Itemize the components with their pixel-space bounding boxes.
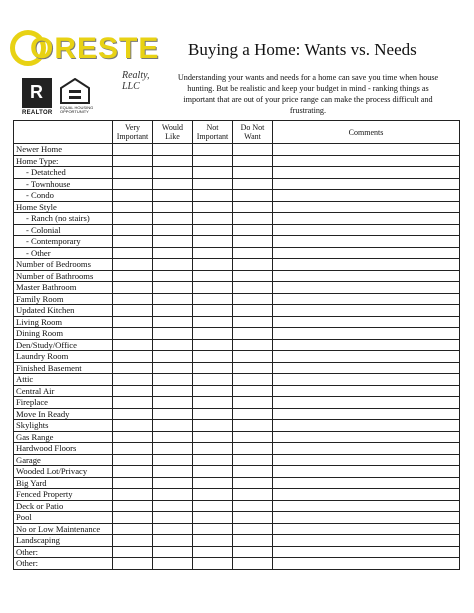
table-row (14, 305, 460, 317)
cell-comments[interactable] (273, 178, 460, 190)
row-label: Home Type: (14, 155, 113, 167)
cell-not-important[interactable] (193, 270, 233, 282)
table-row (14, 535, 460, 547)
cell-comments[interactable] (273, 362, 460, 374)
table-row (14, 477, 460, 489)
cell-comments[interactable] (273, 167, 460, 179)
cell-not-important[interactable] (193, 236, 233, 248)
cell-very-important[interactable] (113, 155, 153, 167)
table-row (14, 144, 460, 156)
table-row (14, 443, 460, 455)
cell-very-important[interactable] (113, 362, 153, 374)
cell-very-important[interactable] (113, 178, 153, 190)
cell-not-important[interactable] (193, 489, 233, 501)
cell-do-not-want[interactable] (233, 558, 273, 570)
cell-not-important[interactable] (193, 213, 233, 225)
cell-not-important[interactable] (193, 523, 233, 535)
row-label: Other: (14, 546, 113, 558)
cell-do-not-want[interactable] (233, 351, 273, 363)
table-row (14, 420, 460, 432)
table-row (14, 546, 460, 558)
cell-not-important[interactable] (193, 328, 233, 340)
table-row (14, 466, 460, 478)
cell-very-important[interactable] (113, 247, 153, 259)
header-row (14, 121, 460, 144)
cell-would-like[interactable] (153, 201, 193, 213)
table-body (14, 144, 460, 570)
cell-not-important[interactable] (193, 546, 233, 558)
cell-would-like[interactable] (153, 178, 193, 190)
row-label: Landscaping (14, 535, 113, 547)
cell-would-like[interactable] (153, 190, 193, 202)
cell-would-like[interactable] (153, 316, 193, 328)
cell-very-important[interactable] (113, 259, 153, 271)
cell-would-like[interactable] (153, 558, 193, 570)
cell-very-important[interactable] (113, 431, 153, 443)
cell-not-important[interactable] (193, 535, 233, 547)
cell-do-not-want[interactable] (233, 523, 273, 535)
row-label: Fireplace (14, 397, 113, 409)
row-label: Finished Basement (14, 362, 113, 374)
cell-comments[interactable] (273, 316, 460, 328)
table-row (14, 316, 460, 328)
cell-do-not-want[interactable] (233, 374, 273, 386)
cell-comments[interactable] (273, 408, 460, 420)
cell-comments[interactable] (273, 351, 460, 363)
cell-very-important[interactable] (113, 374, 153, 386)
cell-comments[interactable] (273, 155, 460, 167)
cell-very-important[interactable] (113, 500, 153, 512)
cell-would-like[interactable] (153, 247, 193, 259)
table-row (14, 178, 460, 190)
table-row (14, 224, 460, 236)
cell-very-important[interactable] (113, 236, 153, 248)
cell-comments[interactable] (273, 397, 460, 409)
row-label: Hardwood Floors (14, 443, 113, 455)
cell-comments[interactable] (273, 224, 460, 236)
cell-very-important[interactable] (113, 535, 153, 547)
table-row (14, 558, 460, 570)
row-label: Attic (14, 374, 113, 386)
cell-comments[interactable] (273, 466, 460, 478)
cell-very-important[interactable] (113, 316, 153, 328)
cell-very-important[interactable] (113, 385, 153, 397)
cell-not-important[interactable] (193, 316, 233, 328)
cell-not-important[interactable] (193, 454, 233, 466)
table-row (14, 385, 460, 397)
cell-very-important[interactable] (113, 454, 153, 466)
cell-not-important[interactable] (193, 155, 233, 167)
cell-comments[interactable] (273, 259, 460, 271)
cell-not-important[interactable] (193, 362, 233, 374)
cell-comments[interactable] (273, 489, 460, 501)
header-do-not-want: Do Not Want (233, 121, 273, 144)
table-row (14, 408, 460, 420)
cell-would-like[interactable] (153, 489, 193, 501)
table-row (14, 339, 460, 351)
cell-comments[interactable] (273, 477, 460, 489)
cell-not-important[interactable] (193, 167, 233, 179)
cell-very-important[interactable] (113, 420, 153, 432)
cell-do-not-want[interactable] (233, 546, 273, 558)
cell-comments[interactable] (273, 213, 460, 225)
row-label: Move In Ready (14, 408, 113, 420)
cell-do-not-want[interactable] (233, 247, 273, 259)
cell-do-not-want[interactable] (233, 477, 273, 489)
cell-do-not-want[interactable] (233, 489, 273, 501)
table-row (14, 270, 460, 282)
cell-very-important[interactable] (113, 546, 153, 558)
cell-would-like[interactable] (153, 408, 193, 420)
cell-would-like[interactable] (153, 546, 193, 558)
row-label: Wooded Lot/Privacy (14, 466, 113, 478)
cell-do-not-want[interactable] (233, 512, 273, 524)
equal-housing-icon (60, 78, 90, 104)
cell-do-not-want[interactable] (233, 155, 273, 167)
wants-needs-table (13, 120, 460, 570)
cell-comments[interactable] (273, 339, 460, 351)
cell-comments[interactable] (273, 523, 460, 535)
cell-not-important[interactable] (193, 178, 233, 190)
cell-do-not-want[interactable] (233, 213, 273, 225)
cell-do-not-want[interactable] (233, 167, 273, 179)
cell-very-important[interactable] (113, 443, 153, 455)
header-comments: Comments (273, 121, 460, 144)
table-row (14, 489, 460, 501)
cell-would-like[interactable] (153, 224, 193, 236)
table-row (14, 259, 460, 271)
cell-do-not-want[interactable] (233, 259, 273, 271)
cell-not-important[interactable] (193, 339, 233, 351)
equal-housing-badge (60, 78, 100, 114)
cell-do-not-want[interactable] (233, 385, 273, 397)
cell-do-not-want[interactable] (233, 431, 273, 443)
cell-do-not-want[interactable] (233, 178, 273, 190)
row-label: - Detatched (14, 167, 113, 179)
cell-not-important[interactable] (193, 512, 233, 524)
cell-very-important[interactable] (113, 328, 153, 340)
cell-very-important[interactable] (113, 144, 153, 156)
row-label: Gas Range (14, 431, 113, 443)
cell-do-not-want[interactable] (233, 305, 273, 317)
cell-very-important[interactable] (113, 167, 153, 179)
cell-comments[interactable] (273, 236, 460, 248)
cell-would-like[interactable] (153, 523, 193, 535)
equal-housing-label: EQUAL HOUSING OPPORTUNITY (60, 105, 94, 114)
cell-do-not-want[interactable] (233, 190, 273, 202)
cell-comments[interactable] (273, 190, 460, 202)
header-not-important: Not Important (193, 121, 233, 144)
cell-do-not-want[interactable] (233, 293, 273, 305)
cell-not-important[interactable] (193, 224, 233, 236)
logo-subtitle: Realty, LLC (122, 70, 150, 92)
cell-would-like[interactable] (153, 282, 193, 294)
cell-not-important[interactable] (193, 374, 233, 386)
cell-very-important[interactable] (113, 466, 153, 478)
cell-would-like[interactable] (153, 466, 193, 478)
row-label: - Townhouse (14, 178, 113, 190)
cell-do-not-want[interactable] (233, 328, 273, 340)
cell-comments[interactable] (273, 385, 460, 397)
cell-not-important[interactable] (193, 190, 233, 202)
table-row (14, 523, 460, 535)
cell-would-like[interactable] (153, 305, 193, 317)
cell-not-important[interactable] (193, 282, 233, 294)
cell-would-like[interactable] (153, 236, 193, 248)
cell-very-important[interactable] (113, 213, 153, 225)
table-row (14, 362, 460, 374)
cell-do-not-want[interactable] (233, 362, 273, 374)
cell-would-like[interactable] (153, 339, 193, 351)
cell-very-important[interactable] (113, 512, 153, 524)
cell-very-important[interactable] (113, 305, 153, 317)
table-row (14, 328, 460, 340)
row-label: Skylights (14, 420, 113, 432)
row-label: Central Air (14, 385, 113, 397)
cell-comments[interactable] (273, 500, 460, 512)
cell-comments[interactable] (273, 512, 460, 524)
cell-would-like[interactable] (153, 500, 193, 512)
header-item (14, 121, 113, 144)
row-label: Family Room (14, 293, 113, 305)
row-label: Master Bathroom (14, 282, 113, 294)
cell-would-like[interactable] (153, 385, 193, 397)
table-row (14, 282, 460, 294)
cell-comments[interactable] (273, 201, 460, 213)
cell-very-important[interactable] (113, 293, 153, 305)
cell-would-like[interactable] (153, 397, 193, 409)
cell-do-not-want[interactable] (233, 500, 273, 512)
table-row (14, 201, 460, 213)
row-label: Laundry Room (14, 351, 113, 363)
cell-do-not-want[interactable] (233, 466, 273, 478)
cell-would-like[interactable] (153, 512, 193, 524)
cell-very-important[interactable] (113, 190, 153, 202)
table-row (14, 293, 460, 305)
cell-very-important[interactable] (113, 523, 153, 535)
cell-do-not-want[interactable] (233, 201, 273, 213)
row-label: Deck or Patio (14, 500, 113, 512)
cell-do-not-want[interactable] (233, 224, 273, 236)
cell-not-important[interactable] (193, 466, 233, 478)
table-row (14, 155, 460, 167)
cell-do-not-want[interactable] (233, 144, 273, 156)
cell-not-important[interactable] (193, 397, 233, 409)
cell-not-important[interactable] (193, 420, 233, 432)
cell-very-important[interactable] (113, 270, 153, 282)
header-would-like: Would Like (153, 121, 193, 144)
cell-would-like[interactable] (153, 420, 193, 432)
cell-comments[interactable] (273, 454, 460, 466)
row-label: - Condo (14, 190, 113, 202)
cell-very-important[interactable] (113, 558, 153, 570)
table-row (14, 374, 460, 386)
table-row (14, 190, 460, 202)
cell-not-important[interactable] (193, 293, 233, 305)
cell-comments[interactable] (273, 374, 460, 386)
cell-not-important[interactable] (193, 477, 233, 489)
realtor-badge (22, 78, 54, 116)
table-row (14, 431, 460, 443)
cell-comments[interactable] (273, 443, 460, 455)
cell-comments[interactable] (273, 420, 460, 432)
row-label: Updated Kitchen (14, 305, 113, 317)
row-label: Dining Room (14, 328, 113, 340)
cell-very-important[interactable] (113, 397, 153, 409)
cell-very-important[interactable] (113, 351, 153, 363)
table-row (14, 247, 460, 259)
cell-very-important[interactable] (113, 224, 153, 236)
table-row (14, 167, 460, 179)
cell-not-important[interactable] (193, 385, 233, 397)
cell-very-important[interactable] (113, 339, 153, 351)
cell-do-not-want[interactable] (233, 316, 273, 328)
cell-comments[interactable] (273, 328, 460, 340)
table-row (14, 213, 460, 225)
cell-not-important[interactable] (193, 259, 233, 271)
cell-do-not-want[interactable] (233, 397, 273, 409)
row-label: Fenced Property (14, 489, 113, 501)
row-label: - Colonial (14, 224, 113, 236)
table-row (14, 454, 460, 466)
cell-would-like[interactable] (153, 328, 193, 340)
realtor-label: REALTOR (22, 110, 53, 116)
table-row (14, 397, 460, 409)
cell-not-important[interactable] (193, 408, 233, 420)
cell-not-important[interactable] (193, 431, 233, 443)
row-label: Number of Bathrooms (14, 270, 113, 282)
table-row (14, 512, 460, 524)
cell-comments[interactable] (273, 558, 460, 570)
cell-would-like[interactable] (153, 477, 193, 489)
table-row (14, 500, 460, 512)
cell-would-like[interactable] (153, 155, 193, 167)
cell-very-important[interactable] (113, 282, 153, 294)
cell-not-important[interactable] (193, 305, 233, 317)
cell-comments[interactable] (273, 293, 460, 305)
cell-comments[interactable] (273, 270, 460, 282)
table-row (14, 351, 460, 363)
cell-do-not-want[interactable] (233, 282, 273, 294)
cell-would-like[interactable] (153, 431, 193, 443)
cell-not-important[interactable] (193, 247, 233, 259)
cell-comments[interactable] (273, 144, 460, 156)
cell-not-important[interactable] (193, 558, 233, 570)
cell-not-important[interactable] (193, 443, 233, 455)
row-label: Big Yard (14, 477, 113, 489)
cell-do-not-want[interactable] (233, 339, 273, 351)
cell-comments[interactable] (273, 431, 460, 443)
cell-comments[interactable] (273, 546, 460, 558)
cell-very-important[interactable] (113, 408, 153, 420)
cell-very-important[interactable] (113, 201, 153, 213)
row-label: Home Style (14, 201, 113, 213)
cell-do-not-want[interactable] (233, 420, 273, 432)
cell-would-like[interactable] (153, 535, 193, 547)
logo-brand-text: ORESTE (30, 32, 160, 65)
cell-comments[interactable] (273, 535, 460, 547)
cell-would-like[interactable] (153, 362, 193, 374)
cell-would-like[interactable] (153, 443, 193, 455)
cell-do-not-want[interactable] (233, 443, 273, 455)
cell-comments[interactable] (273, 282, 460, 294)
cell-do-not-want[interactable] (233, 454, 273, 466)
row-label: Garage (14, 454, 113, 466)
cell-not-important[interactable] (193, 500, 233, 512)
intro-paragraph: Understanding your wants and needs for a home can save you time when house hunting. But be realistic and keep your budget in mind - ranking things as important that are out of your price range can make the process difficult and frustrating. (177, 73, 439, 115)
cell-do-not-want[interactable] (233, 270, 273, 282)
cell-would-like[interactable] (153, 293, 193, 305)
cell-comments[interactable] (273, 247, 460, 259)
cell-comments[interactable] (273, 305, 460, 317)
row-label: Den/Study/Office (14, 339, 113, 351)
row-label: Other: (14, 558, 113, 570)
page-title: Buying a Home: Wants vs. Needs (188, 40, 417, 59)
realtor-icon: R (22, 78, 52, 108)
header-very-important: Very Important (113, 121, 153, 144)
row-label: No or Low Maintenance (14, 523, 113, 535)
cell-would-like[interactable] (153, 259, 193, 271)
row-label: Number of Bedrooms (14, 259, 113, 271)
row-label: - Contemporary (14, 236, 113, 248)
cell-would-like[interactable] (153, 270, 193, 282)
row-label: - Ranch (no stairs) (14, 213, 113, 225)
row-label: Living Room (14, 316, 113, 328)
cell-not-important[interactable] (193, 201, 233, 213)
cell-do-not-want[interactable] (233, 535, 273, 547)
row-label: - Other (14, 247, 113, 259)
cell-would-like[interactable] (153, 167, 193, 179)
table-row (14, 236, 460, 248)
cell-would-like[interactable] (153, 213, 193, 225)
cell-do-not-want[interactable] (233, 236, 273, 248)
cell-would-like[interactable] (153, 144, 193, 156)
cell-very-important[interactable] (113, 489, 153, 501)
cell-would-like[interactable] (153, 374, 193, 386)
cell-would-like[interactable] (153, 454, 193, 466)
cell-do-not-want[interactable] (233, 408, 273, 420)
cell-not-important[interactable] (193, 351, 233, 363)
cell-would-like[interactable] (153, 351, 193, 363)
row-label: Newer Home (14, 144, 113, 156)
cell-very-important[interactable] (113, 477, 153, 489)
cell-not-important[interactable] (193, 144, 233, 156)
row-label: Pool (14, 512, 113, 524)
